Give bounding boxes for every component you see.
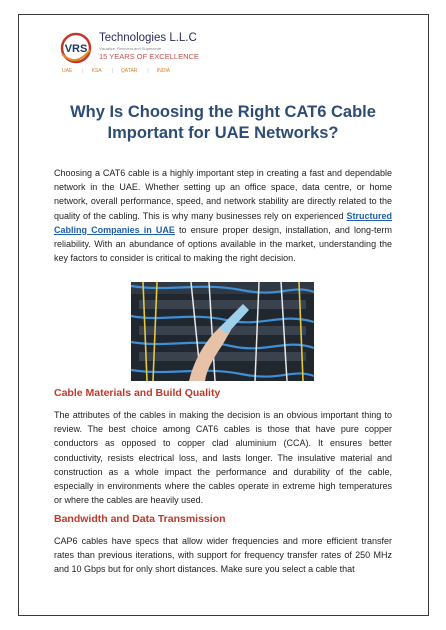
vrs-logo-icon [56, 32, 96, 64]
logo-tagline: Visualize. Reinvent and Supersede [99, 46, 162, 51]
country-qatar: | QATAR [112, 68, 138, 74]
section1-heading: Cable Materials and Build Quality [54, 387, 221, 399]
structured-cabling-link[interactable]: Structured Cabling Companies in UAE [54, 210, 392, 235]
section2-paragraph: CAP6 cables have specs that allow wider frequencies and more efficient transfer rates than previous iterations, with support for frequency transfer rates of 250 MHz and 10 Gbps but for only short distances. Make sure you select a cable that [54, 536, 392, 575]
logo-company-name: Technologies L.L.C [99, 32, 197, 44]
intro-paragraph [54, 166, 392, 265]
page-title-line-2: Important for UAE Networks? [107, 124, 339, 142]
country-uae: UAE [62, 68, 73, 74]
logo-years: 15 YEARS OF EXCELLENCE [99, 52, 199, 61]
logo-countries [62, 68, 170, 74]
cable-patch-panel-photo [131, 282, 314, 381]
country-india: | INDIA [147, 68, 170, 74]
intro-text-before-link: Choosing a CAT6 cable is a highly important step in creating a fast and dependable network in the UAE. Whether setting up an office space, data centre, or home network, overall performance, speed, and network stability are directly related to the quality of the cabling. This is why many businesses rely on experienced [54, 168, 392, 221]
page-title-line-1: Why Is Choosing the Right CAT6 Cable [70, 103, 376, 121]
intro-text-after-link: to ensure proper design, installation, and long-term reliability. With an abundance of options available in the market, understanding the key factors to consider is critical to making the right decision. [54, 224, 392, 264]
section1-paragraph: The attributes of the cables in making the decision is an obvious important thing to review. The best choice among CAT6 cables is those that have pure copper conductors as opposed to copper clad aluminium (CCA). It ensures better conductivity, resists electrical loss, and lasts longer. The insulative material and construction as a whole impact the performance and durability of the cable, especially in environments where the cables operate in extreme high temperatures or where the cables are heavily used. [54, 410, 392, 506]
logo-mark-text: VRS [64, 43, 88, 55]
page-title [48, 102, 398, 144]
company-logo [56, 30, 216, 78]
section2-heading: Bandwidth and Data Transmission [54, 513, 226, 525]
country-ksa: | KSA [82, 68, 101, 74]
